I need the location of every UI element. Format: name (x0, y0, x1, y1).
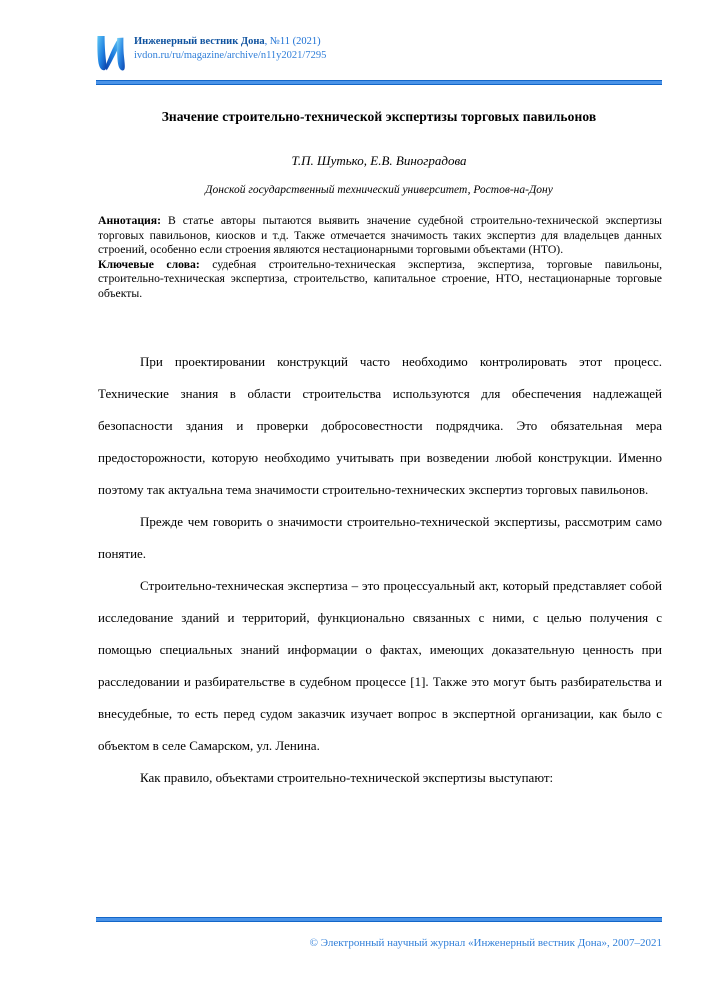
abstract-section (98, 214, 662, 302)
page-title: Значение строительно-технической экспертизы торговых павильонов (161, 109, 597, 124)
body-paragraph: Как правило, объектами строительно-технической экспертизы выступают: (140, 770, 554, 785)
abstract-label: Аннотация: (98, 214, 162, 227)
journal-name: Инженерный вестник Дона (134, 36, 265, 47)
ivd-logo-icon (96, 33, 126, 75)
journal-url[interactable]: ivdon.ru/ru/magazine/archive/n11y2021/7295 (134, 50, 327, 61)
article-body (98, 346, 662, 794)
footer-copyright: © Электронный научный журнал «Инженерный вестник Дона», 2007–2021 (309, 937, 662, 949)
abstract-text: В статье авторы пытаются выявить значение судебной строительно-технической экспертизы торговых павильонов, киосков и т.д. Также отмечается значимость таких экспертиз для владельцев данных строений, особенно если строения являются нестационарными торговыми объектами (НТО). (98, 214, 662, 257)
journal-title-line (134, 35, 326, 49)
journal-issue: , №11 (2021) (264, 36, 321, 47)
footer-rule (96, 917, 662, 922)
body-paragraph: При проектировании конструкций часто необходимо контролировать этот процесс. Технические знания в области строительства используются для обеспечения надлежащей безопасности здания и проверки добросовестности подрядчика. Это обязательная мера предосторожности, которую необходимо учитывать при возведении любой конструкции. Именно поэтому так актуальна тема значимости строительно-технических экспертиз торговых павильонов. (98, 354, 662, 497)
masthead-text (134, 33, 326, 63)
keywords-paragraph (98, 258, 662, 302)
affiliation-line: Донской государственный технический университет, Ростов-на-Дону (205, 184, 553, 196)
body-paragraph: Строительно-техническая экспертиза – это процессуальный акт, который представляет собой исследование зданий и территорий, функционально связанных с ними, с целью получения с помощью специальных знаний информации о фактах, имеющих доказательную ценность при расследовании и разбирательстве в судебном процессе [1]. Также это могут быть разбирательства и внесудебные, то есть перед судом заказчик изучает вопрос в экспертной организации, как было с объектом в селе Самарском, ул. Ленина. (98, 578, 662, 753)
journal-masthead (96, 33, 326, 75)
body-paragraph: Прежде чем говорить о значимости строительно-технической экспертизы, рассмотрим само понятие. (98, 514, 662, 561)
authors-line: Т.П. Шутько, Е.В. Виноградова (291, 153, 467, 168)
keywords-text: судебная строительно-техническая экспертиза, экспертиза, торговые павильоны, строительно-техническая экспертиза, строительство, капитальное строение, НТО, нестационарные торговые объекты. (98, 257, 663, 300)
abstract-paragraph (98, 214, 662, 258)
header-rule (96, 80, 662, 85)
keywords-label: Ключевые слова: (98, 257, 200, 271)
